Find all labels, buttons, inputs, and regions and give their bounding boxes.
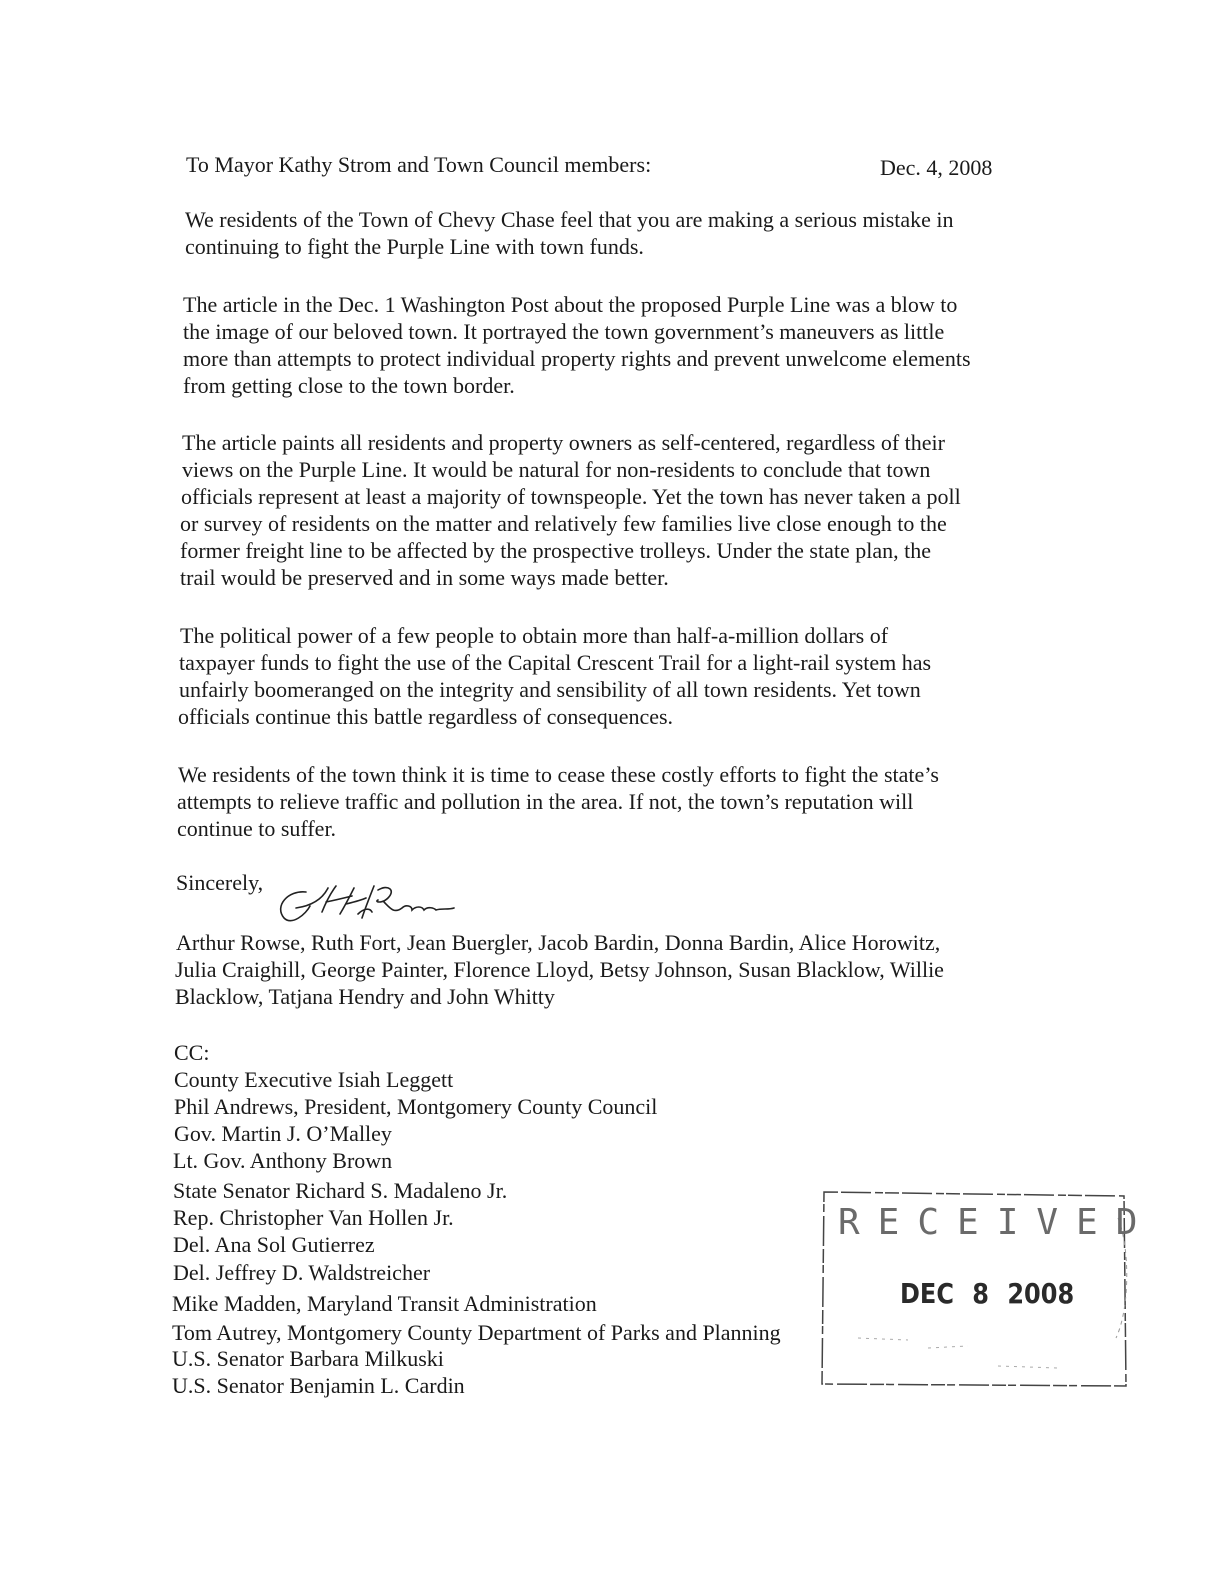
cc-recipient: State Senator Richard S. Madaleno Jr. — [173, 1178, 508, 1203]
paragraph-3-line: The article paints all residents and property owners as self-centered, regardless of their — [182, 430, 945, 455]
paragraph-2-line: the image of our beloved town. It portrayed the town government’s maneuvers as little — [183, 319, 945, 344]
paragraph-5-line: We residents of the town think it is time to cease these costly efforts to fight the state’s — [178, 762, 939, 787]
cc-recipient: County Executive Isiah Leggett — [174, 1067, 454, 1092]
cc-recipient: Tom Autrey, Montgomery County Department of Parks and Planning — [172, 1320, 781, 1345]
stamp-title: RECEIVED — [838, 1202, 1156, 1243]
paragraph-5-line: attempts to relieve traffic and pollution in the area. If not, the town’s reputation will — [177, 789, 914, 814]
cc-recipient: Phil Andrews, President, Montgomery County Council — [174, 1094, 658, 1119]
stamp-date: DEC 8 2008 — [900, 1277, 1075, 1311]
handwritten-signature — [266, 878, 466, 926]
cc-recipient: Rep. Christopher Van Hollen Jr. — [173, 1205, 454, 1230]
paragraph-3-line: or survey of residents on the matter and relatively few families live close enough to the — [180, 511, 947, 536]
signatories-line: Arthur Rowse, Ruth Fort, Jean Buergler, Jacob Bardin, Donna Bardin, Alice Horowitz, — [176, 930, 941, 955]
cc-recipient: Del. Jeffrey D. Waldstreicher — [173, 1260, 431, 1285]
paragraph-4-line: unfairly boomeranged on the integrity and sensibility of all town residents. Yet town — [179, 677, 921, 702]
cc-recipient: U.S. Senator Barbara Milkuski — [172, 1346, 444, 1371]
cc-recipient: U.S. Senator Benjamin L. Cardin — [172, 1373, 465, 1398]
paragraph-2-line: The article in the Dec. 1 Washington Post about the proposed Purple Line was a blow to — [183, 292, 958, 317]
signatories-line: Julia Craighill, George Painter, Florence Lloyd, Betsy Johnson, Susan Blacklow, Willie — [175, 957, 944, 982]
paragraph-3-line: former freight line to be affected by the prospective trolleys. Under the state plan, the — [180, 538, 931, 563]
paragraph-1-line: We residents of the Town of Chevy Chase feel that you are making a serious mistake in — [185, 207, 954, 232]
letter-date: Dec. 4, 2008 — [880, 155, 993, 180]
paragraph-4-line: taxpayer funds to fight the use of the Capital Crescent Trail for a light-rail system has — [179, 650, 932, 675]
cc-recipient: Mike Madden, Maryland Transit Administration — [172, 1291, 597, 1316]
paragraph-3-line: officials represent at least a majority of townspeople. Yet the town has never taken a poll — [181, 484, 961, 509]
paragraph-4-line: officials continue this battle regardless of consequences. — [178, 704, 674, 729]
paragraph-2-line: more than attempts to protect individual property rights and prevent unwelcome elements — [183, 346, 971, 371]
cc-recipient: Gov. Martin J. O’Malley — [174, 1121, 392, 1146]
closing: Sincerely, — [176, 870, 264, 895]
cc-label: CC: — [174, 1040, 210, 1065]
signatories-line: Blacklow, Tatjana Hendry and John Whitty — [175, 984, 555, 1009]
cc-recipient: Del. Ana Sol Gutierrez — [173, 1232, 375, 1257]
salutation: To Mayor Kathy Strom and Town Council members: — [186, 152, 652, 177]
paragraph-3-line: trail would be preserved and in some ways made better. — [180, 565, 669, 590]
paragraph-4-line: The political power of a few people to obtain more than half-a-million dollars of — [180, 623, 889, 648]
paragraph-1-line: continuing to fight the Purple Line with town funds. — [185, 234, 644, 259]
received-stamp — [818, 1188, 1156, 1392]
paragraph-3-line: views on the Purple Line. It would be natural for non-residents to conclude that town — [182, 457, 931, 482]
paragraph-2-line: from getting close to the town border. — [183, 373, 515, 398]
cc-recipient: Lt. Gov. Anthony Brown — [173, 1148, 393, 1173]
paragraph-5-line: continue to suffer. — [177, 816, 337, 841]
